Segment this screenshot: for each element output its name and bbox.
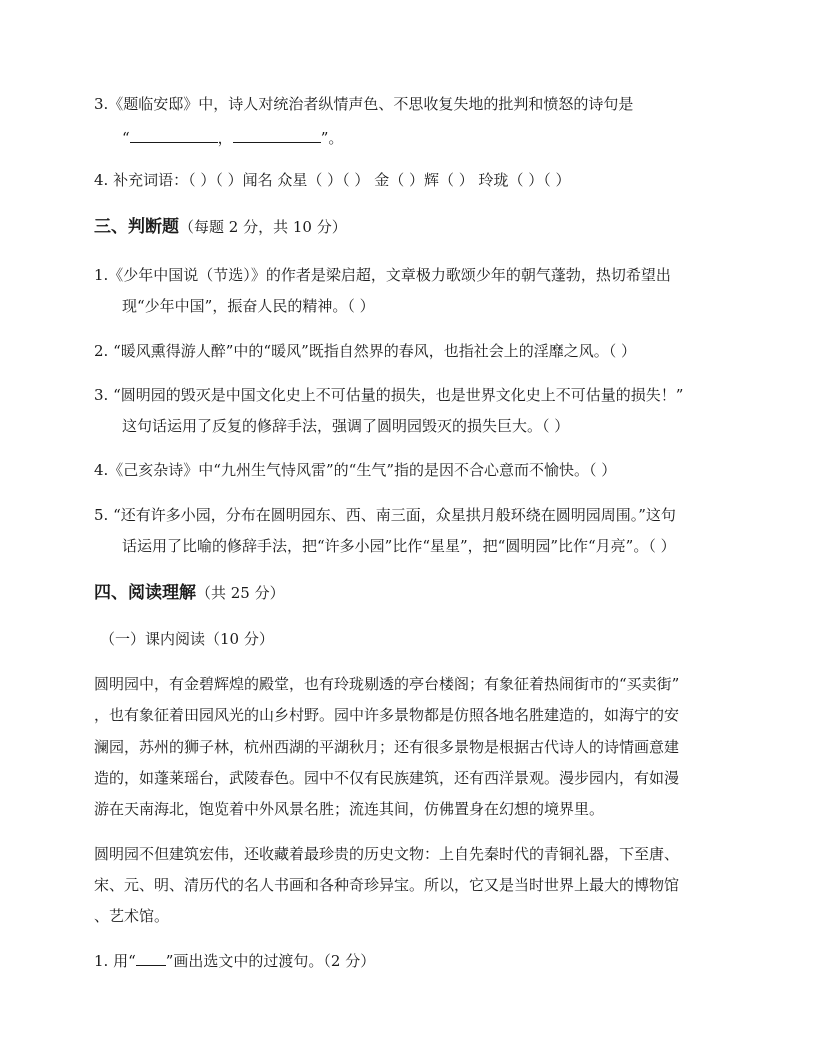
passage-para1-line4: 造的，如蓬莱瑶台，武陵春色。园中不仅有民族建筑，还有西洋景观。漫步园内，有如漫 — [94, 769, 680, 787]
passage-para2-line1: 圆明园不但建筑宏伟，还收藏着最珍贵的历史文物：上自先秦时代的青铜礼器，下至唐、 — [94, 845, 680, 863]
section-4-heading — [94, 582, 285, 604]
fill-in-question-4: 4. 补充词语：（ ）（ ）闻名 众星（ ）（ ） 金（ ）辉（ ） 玲珑（ ）（ ） — [94, 171, 571, 189]
judgment-item-3-line2: 这句话运用了反复的修辞手法，强调了圆明园毁灭的损失巨大。（ ） — [122, 417, 570, 435]
underline-sample — [136, 951, 166, 966]
open-quote: “ — [122, 129, 130, 147]
reading-subsection-title: （一）课内阅读（10 分） — [100, 630, 274, 648]
section-4-note: （共 25 分） — [196, 584, 285, 602]
comma: ， — [217, 129, 233, 147]
judgment-item-5-line1: 5. “还有许多小园，分布在圆明园东、西、南三面，众星拱月般环绕在圆明园周围。”这句 — [94, 506, 676, 524]
judgment-item-3-line1: 3. “圆明园的毁灭是中国文化史上不可估量的损失，也是世界文化史上不可估量的损失！” — [94, 386, 684, 404]
answer-blank-2[interactable] — [233, 128, 321, 143]
fill-in-question-3-line1: 3.《题临安邸》中，诗人对统治者纵情声色、不思收复失地的批判和愤怒的诗句是 — [94, 95, 634, 113]
section-3-heading — [94, 216, 347, 238]
q1-suffix: ”画出选文中的过渡句。（2 分） — [165, 952, 376, 970]
reading-question-1 — [94, 951, 375, 971]
passage-para2-line3: 、艺术馆。 — [94, 907, 170, 925]
passage-para2-line2: 宋、元、明、清历代的名人书画和各种奇珍异宝。所以，它又是当时世界上最大的博物馆 — [94, 876, 680, 894]
q1-prefix: 1. 用“ — [94, 952, 136, 970]
close-quote: ”。 — [320, 129, 344, 147]
judgment-item-1-line2: 现“少年中国”，振奋人民的精神。（ ） — [122, 297, 375, 315]
judgment-item-1-line1: 1.《少年中国说（节选）》的作者是梁启超，文章极力歌颂少年的朝气蓬勃，热切希望出 — [94, 266, 671, 284]
judgment-item-2-line1: 2. “暖风熏得游人醉”中的“暖风”既指自然界的春风，也指社会上的淫靡之风。（ ） — [94, 342, 637, 360]
passage-para1-line3: 澜园，苏州的狮子林，杭州西湖的平湖秋月；还有很多景物是根据古代诗人的诗情画意建 — [94, 738, 680, 756]
passage-para1-line2: ，也有象征着田园风光的山乡村野。园中许多景物都是仿照各地名胜建造的，如海宁的安 — [94, 706, 680, 724]
passage-para1-line5: 游在天南海北，饱览着中外风景名胜；流连其间，仿佛置身在幻想的境界里。 — [94, 800, 605, 818]
section-3-note: （每题 2 分，共 10 分） — [179, 218, 347, 236]
judgment-item-4-line1: 4.《己亥杂诗》中“九州生气恃风雷”的“生气”指的是因不合心意而不愉快。（ ） — [94, 461, 617, 479]
fill-in-question-3-line2 — [122, 128, 343, 148]
judgment-item-5-line2: 话运用了比喻的修辞手法，把“许多小园”比作“星星”，把“圆明园”比作“月亮”。（ ） — [122, 537, 676, 555]
section-4-title: 四、阅读理解 — [94, 583, 196, 603]
section-3-title: 三、判断题 — [94, 217, 179, 237]
passage-para1-line1: 圆明园中，有金碧辉煌的殿堂，也有玲珑剔透的亭台楼阁；有象征着热闹街市的“买卖街” — [94, 675, 680, 693]
answer-blank-1[interactable] — [130, 128, 218, 143]
